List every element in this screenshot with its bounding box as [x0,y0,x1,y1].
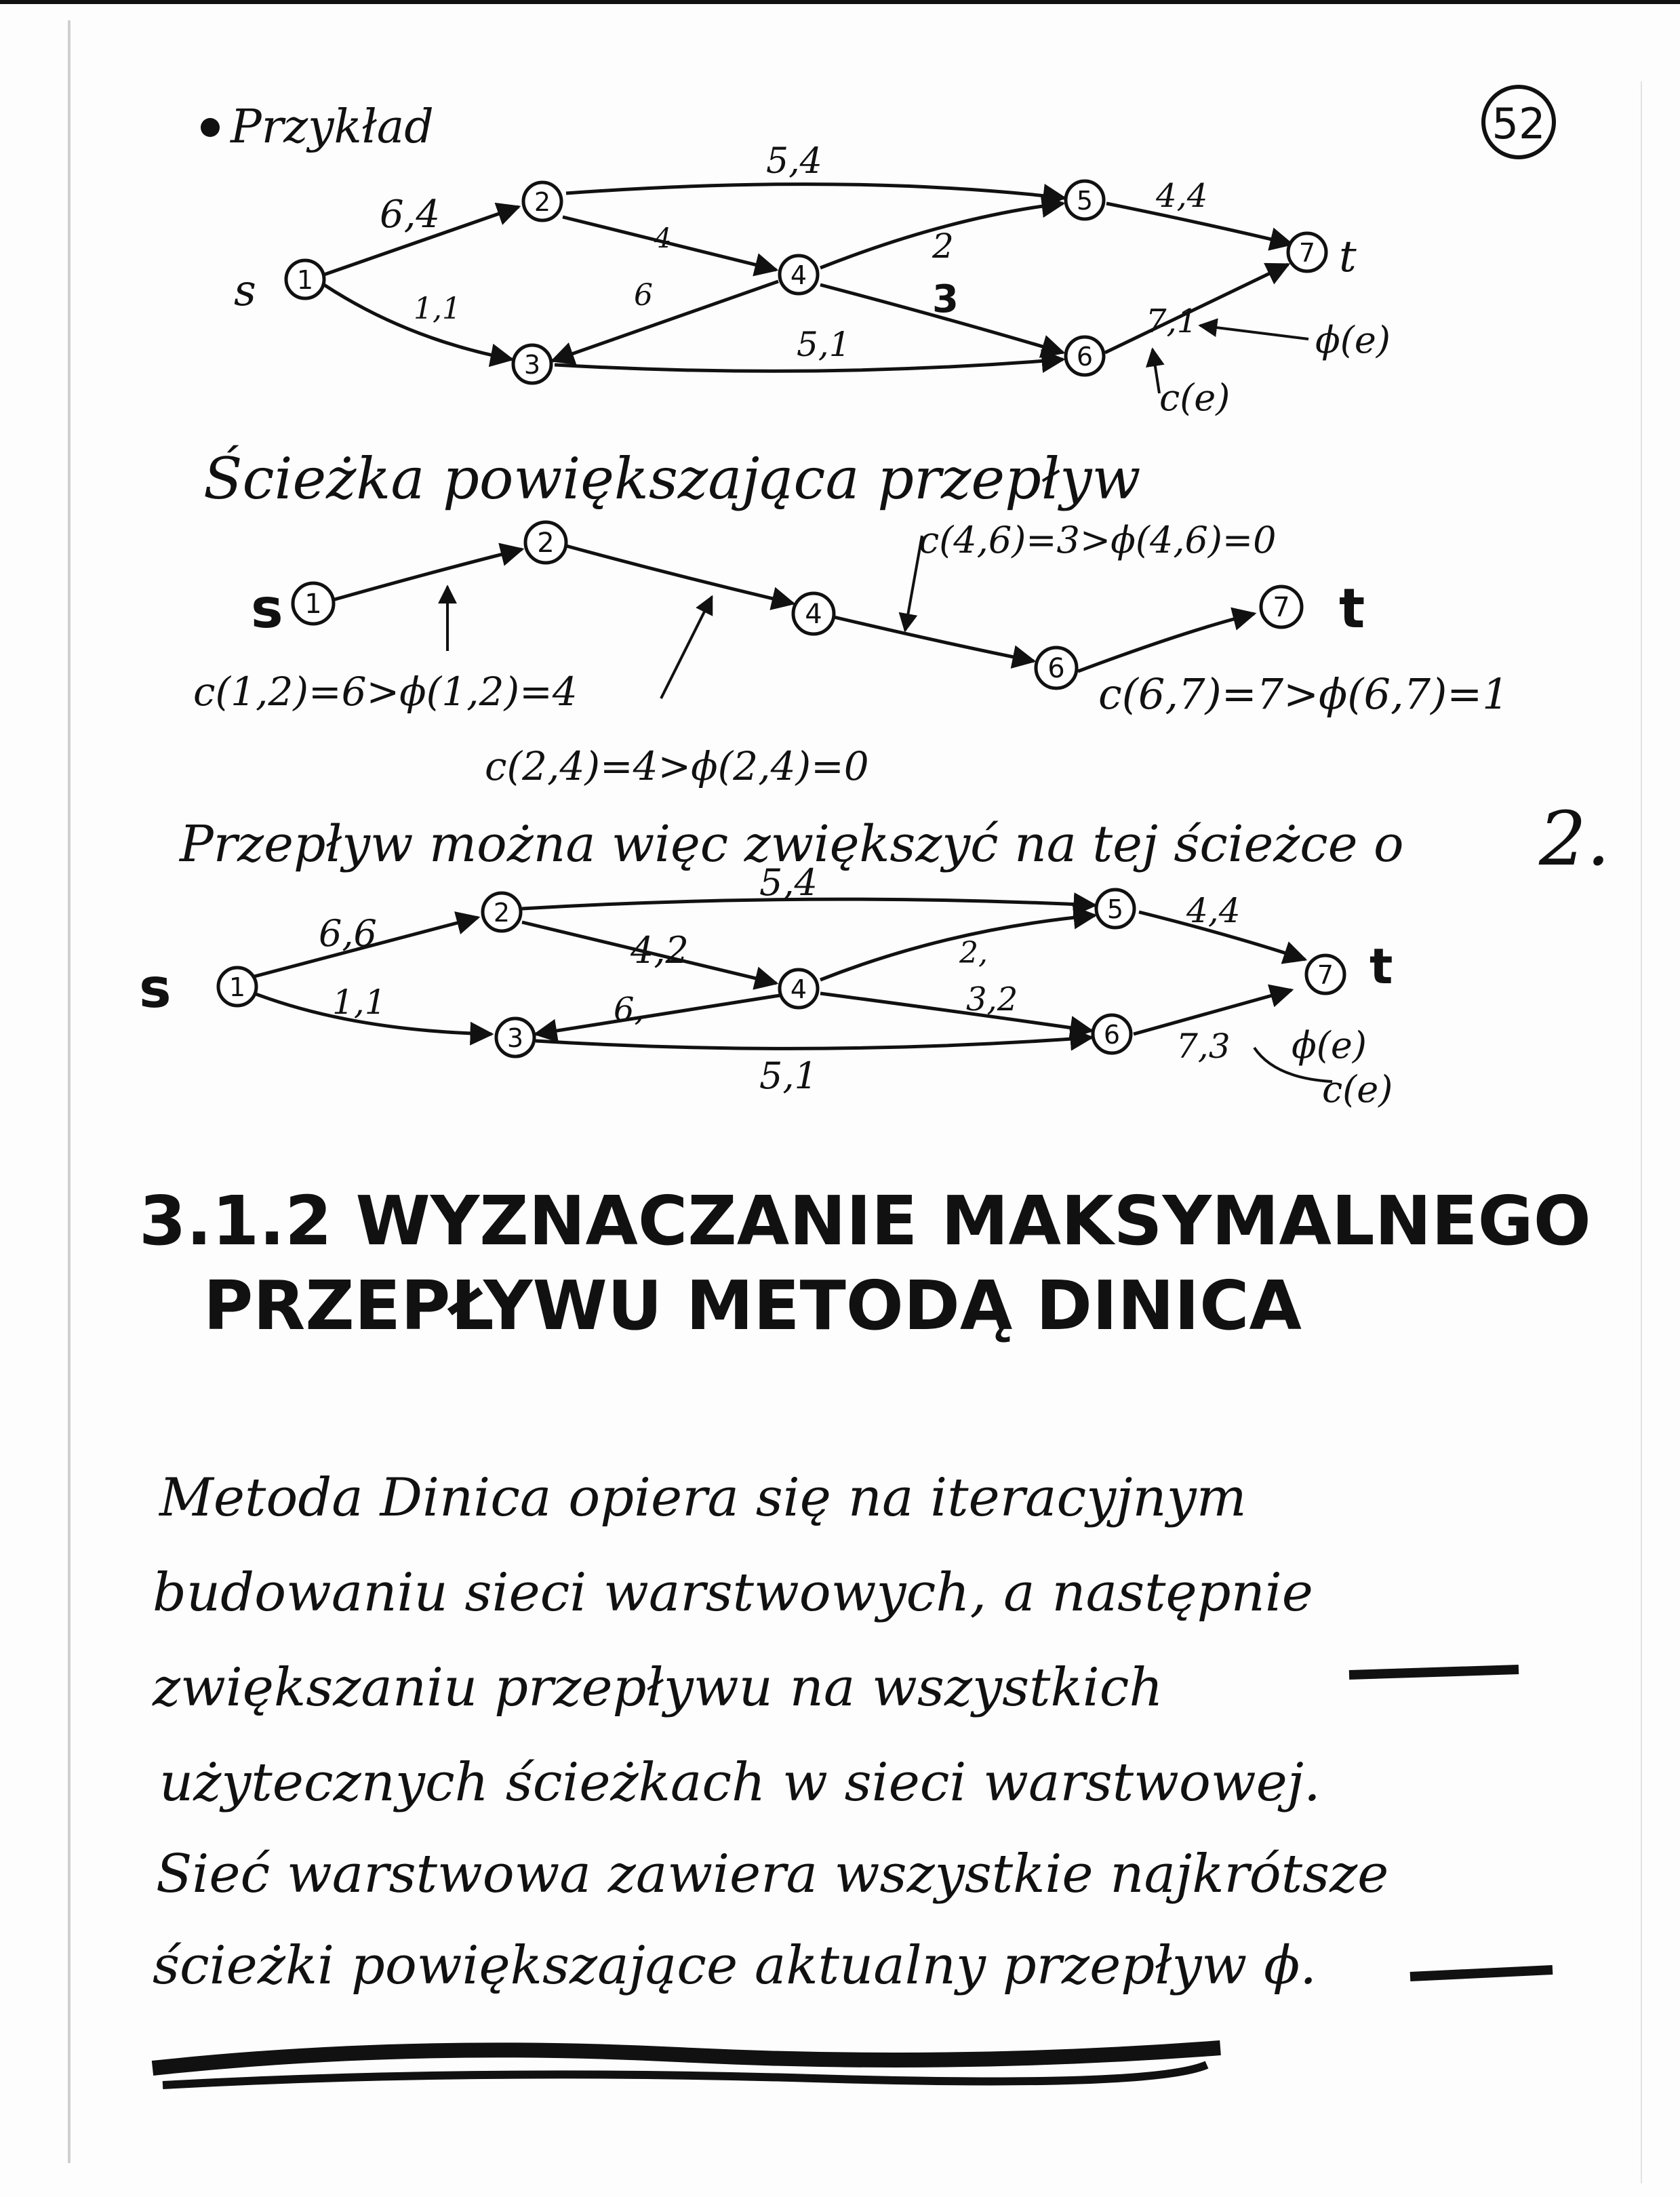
svg-text:6: 6 [1047,653,1065,684]
paragraph-line-3: zwiększaniu przepływu na wszystkich [153,1657,1163,1718]
path-edge-2-4 [566,546,793,603]
g2-label-5-7: 4,4 [1186,891,1241,930]
g1-label-1-3: 1,1 [414,292,461,326]
paragraph-line-5: Sieć warstwowa zawiera wszystkie najkrótsze [156,1844,1389,1905]
ann-c24: c(2,4)=4>ϕ(2,4)=0 [485,743,869,789]
g2-edge-4-5 [820,915,1095,980]
conclusion-value: 2. [1539,795,1610,882]
g1-label-4-3: 6 [634,278,653,313]
ann-c67: c(6,7)=7>ϕ(6,7)=1 [1098,669,1509,719]
svg-text:3: 3 [523,350,541,380]
path-source-label: s [251,577,283,640]
svg-text:3: 3 [506,1023,524,1053]
g1-label-2-5: 5,4 [766,141,822,182]
svg-text:4: 4 [805,599,822,630]
section-augmenting-path: Ścieżka powiększająca przepływ [203,446,1141,512]
heading-example: Przykład [231,100,434,154]
svg-text:6: 6 [1076,342,1094,372]
ann-24-arrow [661,597,712,698]
svg-text:1: 1 [304,589,322,620]
g1-legend-capacity-arrow [1153,349,1159,393]
conclusion-text: Przepływ można więc zwiększyć na tej ścieżce o [180,815,1404,873]
path-edge-6-7 [1078,614,1254,671]
ann-c46: c(4,6)=3>ϕ(4,6)=0 [919,519,1277,561]
g1-label-5-7: 4,4 [1156,177,1208,215]
augmenting-path-graph [193,519,1509,789]
g2-label-4-5: 2, [959,936,988,970]
paragraph-line-2: budowaniu sieci warstwowych, a następnie [153,1562,1313,1623]
g2-label-2-4: 4,2 [631,929,689,972]
g2-label-6-7: 7,3 [1176,1027,1231,1066]
paragraph-line-1: Metoda Dinica opiera się na iteracyjnym [159,1467,1247,1528]
path-sink-label: t [1339,577,1365,640]
g2-edge-4-6 [820,993,1092,1031]
svg-text:5: 5 [1076,186,1094,216]
g2-sink-label: t [1369,938,1393,995]
svg-text:7: 7 [1273,592,1290,623]
graph-2 [139,861,1393,1111]
path-edge-4-6 [834,617,1034,661]
g1-legend-flow: ϕ(e) [1315,319,1391,361]
paragraph-line-4: użytecznych ścieżkach w sieci warstwowej. [159,1752,1321,1813]
g1-legend-capacity: c(e) [1159,376,1231,419]
section-title-line-1: 3.1.2 WYZNACZANIE MAKSYMALNEGO [139,1181,1591,1261]
g2-label-1-3: 1,1 [332,983,386,1022]
bullet-icon [201,118,220,137]
svg-text:4: 4 [790,260,807,290]
g2-edge-4-3 [536,995,780,1034]
section-title-line-2: PRZEPŁYWU METODĄ DINICA [203,1266,1302,1345]
ann-c12: c(1,2)=6>ϕ(1,2)=4 [193,669,578,715]
g2-label-1-2: 6,6 [319,912,377,955]
svg-text:5: 5 [1106,894,1124,924]
g1-sink-label: t [1339,232,1357,282]
g2-legend-capacity: c(e) [1322,1068,1393,1111]
strikethrough-line-7 [153,2048,1220,2068]
g1-label-4-6: 3 [932,277,959,321]
g1-label-1-2: 6,4 [380,193,441,237]
g2-label-4-3: 6, [614,991,645,1029]
g2-source-label: s [139,957,172,1020]
g1-legend-flow-arrow [1200,325,1308,339]
g1-label-6-7: 7,1 [1146,302,1198,340]
svg-text:2: 2 [493,898,511,928]
svg-text:7: 7 [1298,238,1316,268]
g1-edge-2-5 [566,184,1064,198]
g2-label-3-6: 5,1 [759,1054,818,1097]
strikethrough-line-7b [163,2065,1207,2085]
g1-label-4-5: 2 [932,226,954,266]
g2-label-2-5: 5,4 [759,861,818,904]
svg-text:2: 2 [534,187,551,217]
g1-edge-4-3 [553,281,778,361]
g1-source-label: s [234,266,256,316]
g2-edge-3-6 [536,1037,1092,1048]
svg-text:1: 1 [296,265,314,295]
path-edge-1-2 [332,549,522,600]
g1-label-3-6: 5,1 [797,325,851,364]
svg-text:4: 4 [790,974,807,1004]
paragraph [152,1467,1553,2085]
g2-label-4-6: 3,2 [966,981,1018,1018]
page-number: 52 [1492,99,1546,149]
svg-text:2: 2 [537,528,555,559]
strikethrough-2 [1410,1970,1553,1977]
graph-1 [234,141,1391,419]
svg-text:6: 6 [1103,1020,1121,1050]
paragraph-line-6: ścieżki powiększające aktualny przepływ ϕ. [153,1935,1317,1996]
g2-legend-flow: ϕ(e) [1292,1024,1367,1067]
svg-text:7: 7 [1317,960,1334,990]
strikethrough-1 [1349,1669,1519,1675]
svg-text:1: 1 [228,972,246,1002]
g1-label-2-4: 4 [654,223,672,254]
